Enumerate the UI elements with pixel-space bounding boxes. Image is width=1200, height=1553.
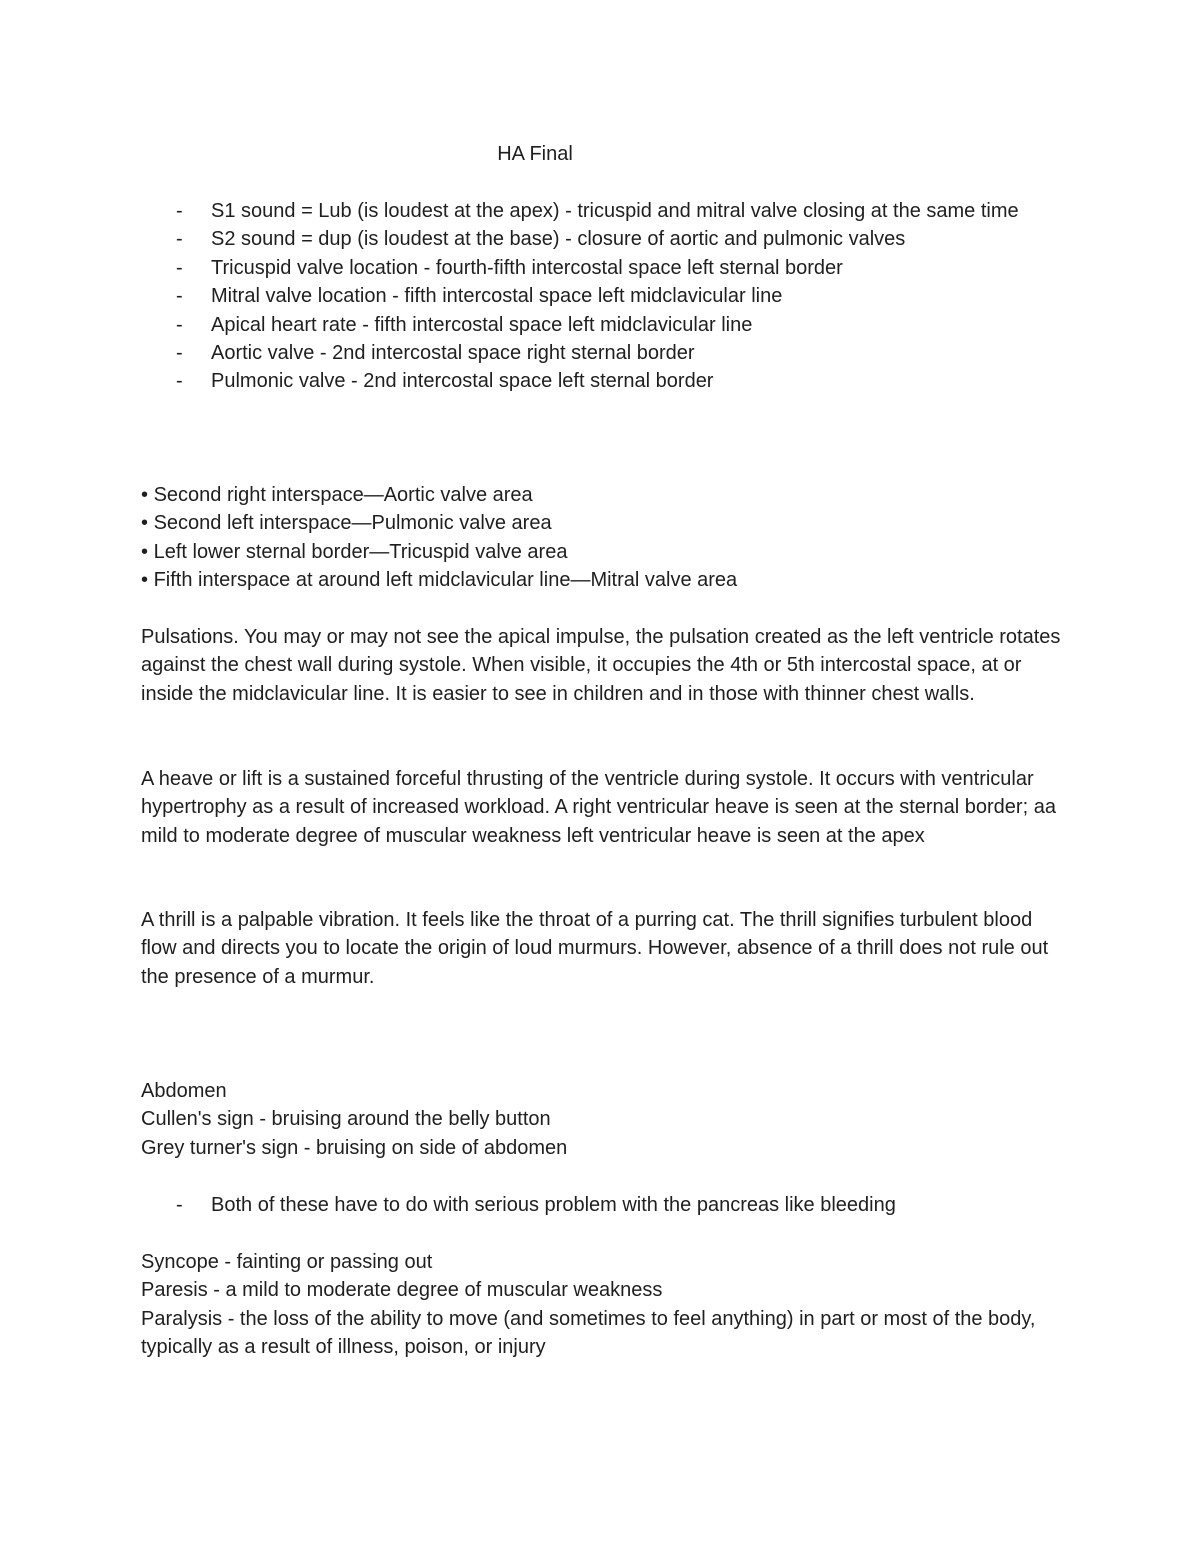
dash-marker: - bbox=[176, 370, 183, 393]
list-item bbox=[141, 538, 1061, 566]
dash-marker: - bbox=[176, 256, 183, 279]
list-item bbox=[141, 225, 1061, 253]
bullet-marker: • bbox=[141, 512, 149, 535]
list-item-text: Mitral valve location - fifth intercostal space left midclavicular line bbox=[211, 285, 783, 308]
thrill-paragraph: A thrill is a palpable vibration. It feels like the throat of a purring cat. The thrill signifies turbulent blood flow and directs you to locate the origin of loud murmurs. However, absence of a thrill does not rule out the presence of a murmur. bbox=[141, 909, 1049, 988]
bullet-marker: • bbox=[141, 569, 149, 592]
list-item bbox=[141, 1191, 1061, 1219]
text-line: Syncope - fainting or passing out bbox=[141, 1251, 433, 1273]
text-line: Paresis - a mild to moderate degree of muscular weakness bbox=[141, 1279, 663, 1302]
terms-section bbox=[141, 1248, 1061, 1362]
list-item bbox=[141, 339, 1061, 367]
list-item-text: Second right interspace—Aortic valve area bbox=[153, 484, 533, 506]
list-item bbox=[141, 566, 1061, 594]
dash-marker: - bbox=[176, 285, 183, 308]
dash-marker: - bbox=[176, 313, 183, 336]
list-item-text: Pulmonic valve - 2nd intercostal space left sternal border bbox=[211, 370, 714, 393]
list-item bbox=[141, 367, 1061, 395]
abdomen-section bbox=[141, 1077, 1061, 1162]
document-title: HA Final bbox=[497, 143, 573, 165]
dash-marker: - bbox=[176, 1194, 183, 1216]
list-item bbox=[141, 509, 1061, 537]
heave-paragraph: A heave or lift is a sustained forceful thrusting of the ventricle during systole. It occurs with ventricular hypertrophy as a result of increased workload. A right ventricular heave is seen at the sternal border; aa mild to moderate degree of muscular weakness left ventricular heave is seen at the apex bbox=[141, 768, 1056, 847]
list-item bbox=[141, 254, 1061, 282]
text-line: Grey turner's sign - bruising on side of abdomen bbox=[141, 1136, 568, 1159]
heart-sounds-list bbox=[141, 197, 1061, 396]
dash-marker: - bbox=[176, 228, 183, 251]
bullet-marker: • bbox=[141, 540, 149, 563]
list-item-text: S1 sound = Lub (is loudest at the apex) - tricuspid and mitral valve closing at the same time bbox=[211, 200, 1019, 222]
list-item-text: Both of these have to do with serious problem with the pancreas like bleeding bbox=[211, 1194, 896, 1216]
list-item bbox=[141, 197, 1061, 225]
list-item-text: Fifth interspace at around left midclavicular line—Mitral valve area bbox=[153, 569, 738, 592]
list-item-text: Second left interspace—Pulmonic valve area bbox=[153, 512, 552, 535]
dash-marker: - bbox=[176, 342, 183, 365]
list-item-text: S2 sound = dup (is loudest at the base) - closure of aortic and pulmonic valves bbox=[211, 228, 906, 251]
bullet-marker: • bbox=[141, 484, 149, 506]
list-item bbox=[141, 311, 1061, 339]
list-item-text: Tricuspid valve location - fourth-fifth intercostal space left sternal border bbox=[211, 256, 843, 279]
list-item-text: Left lower sternal border—Tricuspid valve area bbox=[153, 540, 568, 563]
pulsations-paragraph: Pulsations. You may or may not see the apical impulse, the pulsation created as the left ventricle rotates against the chest wall during systole. When visible, it occupies the 4th or 5th intercostal space, at or inside the midclavicular line. It is easier to see in children and in those with thinner chest walls. bbox=[141, 626, 1061, 705]
list-item bbox=[141, 481, 1061, 509]
section-heading: Abdomen bbox=[141, 1080, 227, 1102]
list-item-text: Aortic valve - 2nd intercostal space right sternal border bbox=[211, 342, 695, 365]
text-line: Cullen's sign - bruising around the belly button bbox=[141, 1108, 551, 1131]
list-item bbox=[141, 282, 1061, 310]
valve-areas-list bbox=[141, 481, 1061, 595]
text-line: Paralysis - the loss of the ability to move (and sometimes to feel anything) in part or most of the body, typically as a result of illness, poison, or injury bbox=[141, 1307, 1036, 1359]
list-item-text: Apical heart rate - fifth intercostal space left midclavicular line bbox=[211, 313, 753, 336]
dash-marker: - bbox=[176, 200, 183, 222]
abdomen-note-list bbox=[141, 1191, 1061, 1219]
